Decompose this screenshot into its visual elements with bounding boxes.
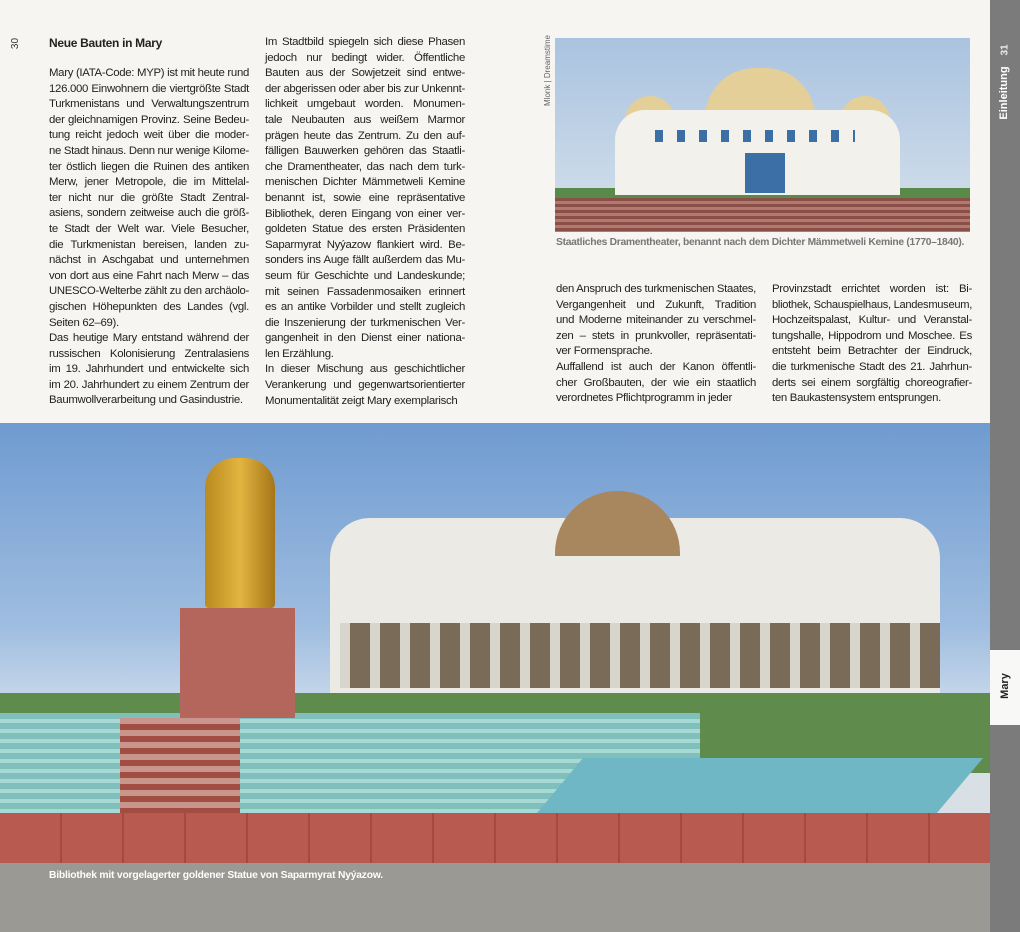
text-line: ver Formensprache. xyxy=(556,345,653,358)
text-line: Mary (IATA-Code: MYP) ist mit heute rund xyxy=(49,67,249,79)
text-line: russischen Kolonisierung Zentralasiens xyxy=(49,347,249,360)
side-margin-bar xyxy=(990,0,1020,932)
text-line: tung reicht jedoch weit über die moder- xyxy=(49,129,249,142)
library-photo-caption: Bibliothek mit vorgelagerter goldener Statue von Saparmyrat Nyýazow. xyxy=(49,870,383,881)
text-line: UNESCO-Welterbe zählt zu den archäolo- xyxy=(49,285,249,298)
text-line: den Anspruch des turkmenischen Staates, xyxy=(556,283,756,295)
page-number-right: 31 xyxy=(999,44,1011,56)
text-line: seum für Geschichte und Landeskunde; xyxy=(265,269,465,282)
text-line: die Inszenierung der turkmenischen Ver- xyxy=(265,316,465,329)
section-heading: Neue Bauten in Mary xyxy=(49,36,162,50)
text-line: im 20. Jahrhundert zu einem Zentrum der xyxy=(49,378,249,391)
text-line: der abgerissen oder aber bis zur Unkennt- xyxy=(265,82,465,95)
text-column-3 xyxy=(556,282,756,407)
text-line: verordnetes Pflichtprogramm in jeder xyxy=(556,392,732,405)
text-line: lichkeit umgebaut worden. Monumen- xyxy=(265,98,465,111)
text-line: tungshalle, Hippodrom und Moschee. Es xyxy=(772,329,972,342)
text-line: ter nicht nur die größte Stadt Zentral- xyxy=(49,191,249,204)
text-line: fälligen Bauwerken gehören das Staatli- xyxy=(265,145,465,158)
text-line: Merw, jener Metropole, die im Mittelal- xyxy=(49,176,249,189)
text-line: im 19. Jahrhundert und entwickelte sich xyxy=(49,363,249,376)
text-line: 126.000 Einwohnern die viertgrößte Stadt xyxy=(49,82,249,95)
theater-photo xyxy=(555,38,970,232)
text-line: Bibliothek, deren Eingang von einer ver- xyxy=(265,207,465,220)
text-line: che Dramentheater, das nach dem turk- xyxy=(265,160,465,173)
library-photo xyxy=(0,423,990,932)
text-line: zen – stets in prunkvoller, repräsentati- xyxy=(556,329,756,342)
text-line: cher Großbauten, der wie ein staatlich xyxy=(556,376,756,389)
text-line: gangenheit in den Dienst einer nationa- xyxy=(265,332,465,345)
text-line: Monumentalität zeigt Mary exemplarisch xyxy=(265,394,458,407)
section-tab-einleitung[interactable]: Einleitung xyxy=(998,66,1010,120)
text-line: Saparmyrat Nyýazow flankiert wird. Be- xyxy=(265,238,465,251)
text-line: die turkmenische Stadt des 21. Jahrhun- xyxy=(772,360,972,373)
text-line: Vergangenheit und Zukunft, Tradition xyxy=(556,298,756,311)
text-line: Seiten 62–69). xyxy=(49,316,119,329)
text-column-4 xyxy=(772,282,972,407)
text-line: mit seinen Fassadenmosaiken erinnert xyxy=(265,285,465,298)
theater-photo-caption: Staatliches Dramentheater, benannt nach dem Dichter Mämmetweli Kemine (1770–1840). xyxy=(556,237,965,248)
chapter-tab-mary[interactable] xyxy=(990,650,1020,725)
text-line: jedoch nur bedingt wider. Öffentliche xyxy=(265,51,465,64)
text-line: tale Neubauten aus weißem Marmor xyxy=(265,113,465,126)
text-column-2 xyxy=(265,35,465,409)
text-line: asiens, sondern zeitweise auch die größ- xyxy=(49,207,249,220)
text-line: derts sei einem sorgfältig choreografier- xyxy=(772,376,972,389)
text-line: Turkmenistans und Verwaltungszentrum xyxy=(49,98,249,111)
text-line: Bauten aus der Sowjetzeit sind entwe- xyxy=(265,67,465,80)
chapter-tab-label: Mary xyxy=(999,673,1011,699)
photo-credit: Mlonk | Dreamstime xyxy=(543,35,552,106)
text-line: te Stadt der Welt war. Viele Besucher, xyxy=(49,222,249,235)
text-line: Provinzstadt errichtet worden ist: Bi- xyxy=(772,283,972,295)
text-line: Im Stadtbild spiegeln sich diese Phasen xyxy=(265,36,465,48)
text-line: ten Baukastensystem entsprungen. xyxy=(772,392,941,405)
text-line: ter östlich liegen die Ruinen des antiken xyxy=(49,160,249,173)
text-line: Verankerung und gegenwartsorientierter xyxy=(265,379,465,392)
text-line: nächst in Aschgabat und unternehmen xyxy=(49,254,249,267)
text-line: entsteht beim Betrachter der Eindruck, xyxy=(772,345,972,358)
page-number-left: 30 xyxy=(10,37,22,50)
text-line: bliothek, Schauspielhaus, Landesmuseum, xyxy=(772,298,972,311)
text-line: Das heutige Mary entstand während der xyxy=(49,332,249,345)
text-column-1 xyxy=(49,66,249,409)
text-line: In dieser Mischung aus geschichtlicher xyxy=(265,363,465,376)
text-line: len Erzählung. xyxy=(265,347,334,360)
text-line: von dort aus eine Fahrt nach Merw – das xyxy=(49,269,249,282)
text-line: und Moderne miteinander zu verschmel- xyxy=(556,314,756,327)
text-line: der gleichnamigen Provinz. Seine Bedeu- xyxy=(49,113,249,126)
text-line: Hochzeitspalast, Kultur- und Veranstal- xyxy=(772,314,972,327)
text-line: Auffallend ist auch der Kanon öffentli- xyxy=(556,360,756,373)
text-line: goldeten Statue des ersten Präsidenten xyxy=(265,223,465,236)
text-line: die Turkmenistan bereisen, landen zu- xyxy=(49,238,249,251)
text-line: sonders ins Auge fällt außerdem das Mu- xyxy=(265,254,465,267)
text-line: gischen Höhepunkten des Landes (vgl. xyxy=(49,300,249,313)
text-line: menischen Dichter Mämmetweli Kemine xyxy=(265,176,465,189)
text-line: Baumwollverarbeitung und Gasindustrie. xyxy=(49,394,243,407)
text-line: es an antike Vorbilder und stellt zugleich xyxy=(265,301,465,314)
text-line: ne Stadt hinaus. Denn nur wenige Kilome- xyxy=(49,144,249,157)
text-line: prägen heute das Zentrum. Zu den auf- xyxy=(265,129,465,142)
text-line: benannt ist, sowie eine repräsentative xyxy=(265,191,465,204)
